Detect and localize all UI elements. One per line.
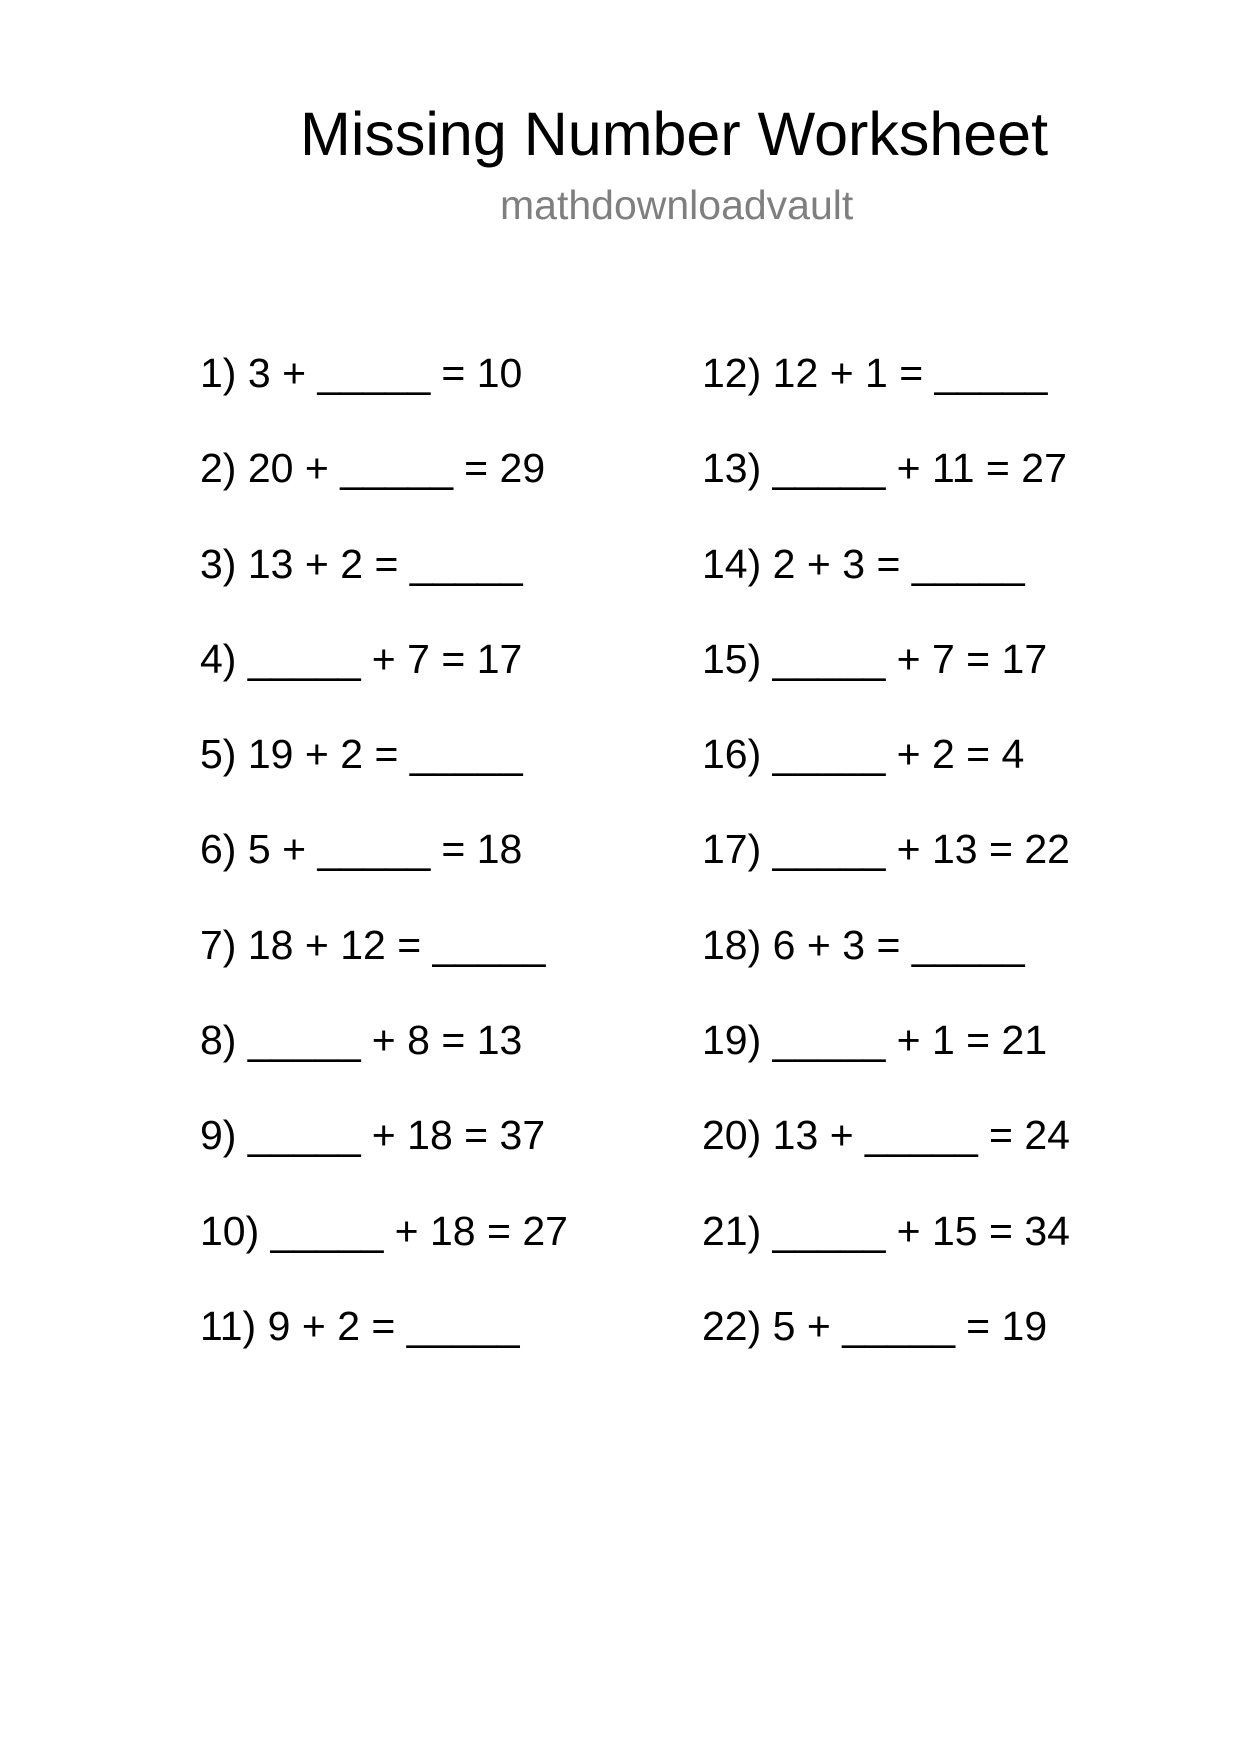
answer-blank[interactable]: _____ [772, 826, 886, 873]
problem-result: 19 [1001, 1302, 1048, 1349]
problem-b: 2 [340, 731, 364, 778]
answer-blank[interactable]: _____ [865, 1112, 978, 1159]
problem-row [200, 350, 680, 448]
problem-number: 3) [200, 540, 237, 587]
problem-row [702, 445, 1182, 543]
problem-eq: = [371, 1302, 396, 1349]
problem-op: + [371, 635, 396, 682]
problem-number: 19) [702, 1017, 762, 1064]
problem-b: 2 [337, 1302, 361, 1349]
problem-b: 13 [931, 826, 978, 873]
problem-row [702, 731, 1182, 829]
answer-blank[interactable]: _____ [247, 1017, 361, 1064]
problem-row [702, 1112, 1182, 1210]
problem-op: + [896, 635, 921, 682]
answer-blank[interactable]: _____ [270, 1207, 384, 1254]
problem-op: + [806, 921, 831, 968]
problem-eq: = [876, 540, 901, 587]
problem-result: 4 [1001, 731, 1025, 778]
problem-b: 1 [931, 1017, 955, 1064]
problem-a: 18 [247, 921, 294, 968]
problem-row [702, 921, 1182, 1020]
problem-row [702, 635, 1182, 734]
problem-row [200, 1112, 680, 1210]
problem-a: 13 [772, 1112, 819, 1159]
problem-number: 11) [200, 1302, 257, 1349]
problem-eq: = [899, 350, 924, 396]
answer-blank[interactable]: _____ [317, 350, 430, 396]
answer-blank[interactable]: _____ [317, 826, 430, 873]
problem-eq: = [464, 1112, 489, 1159]
problem-result: 17 [476, 635, 523, 682]
problem-b: 1 [865, 350, 888, 396]
problem-op: + [304, 921, 329, 968]
problem-op: + [371, 1112, 396, 1159]
answer-blank[interactable]: _____ [432, 921, 546, 968]
answer-blank[interactable]: _____ [409, 540, 523, 587]
problem-a: 3 [247, 350, 271, 396]
problem-b: 2 [931, 731, 955, 778]
problem-number: 9) [200, 1112, 237, 1159]
problem-op: + [896, 445, 921, 492]
problem-b: 8 [407, 1017, 430, 1064]
problem-row [200, 635, 680, 734]
problem-number: 14) [702, 540, 762, 587]
problem-op: + [896, 1017, 921, 1064]
problem-result: 18 [476, 826, 523, 873]
problem-op: + [896, 826, 921, 873]
answer-blank[interactable]: _____ [247, 1112, 361, 1159]
answer-blank[interactable]: _____ [911, 540, 1025, 587]
problem-row [200, 1017, 680, 1115]
problem-eq: = [397, 921, 422, 968]
answer-blank[interactable]: _____ [340, 445, 453, 492]
problem-op: + [896, 1207, 921, 1254]
problem-op: + [301, 1302, 326, 1349]
problem-op: + [394, 1207, 419, 1254]
problem-eq: = [988, 1207, 1013, 1254]
problem-b: 18 [407, 1112, 453, 1159]
problem-number: 10) [200, 1207, 260, 1254]
problem-result: 24 [1024, 1112, 1070, 1159]
problem-number: 1) [200, 350, 237, 396]
problem-number: 4) [200, 635, 237, 682]
problem-number: 12) [702, 350, 762, 396]
problem-eq: = [985, 445, 1010, 492]
problem-result: 10 [476, 350, 523, 396]
problem-op: + [304, 445, 329, 492]
problem-result: 29 [499, 445, 546, 492]
page-title: Missing Number Worksheet [300, 100, 1049, 168]
problem-row [702, 540, 1182, 639]
problem-b: 7 [407, 635, 430, 682]
problem-b: 7 [931, 635, 955, 682]
problem-op: + [806, 1302, 831, 1349]
answer-blank[interactable]: _____ [772, 635, 886, 682]
problem-op: + [282, 826, 307, 873]
problem-result: 22 [1024, 826, 1070, 873]
problem-eq: = [441, 826, 466, 873]
problem-eq: = [988, 826, 1013, 873]
problem-op: + [282, 350, 307, 396]
problem-number: 22) [702, 1302, 762, 1349]
answer-blank[interactable]: _____ [842, 1302, 955, 1349]
problems-column-right [702, 350, 1182, 1401]
problem-op: + [896, 731, 921, 778]
problem-op: + [304, 540, 329, 587]
problem-eq: = [374, 540, 399, 587]
problem-number: 18) [702, 921, 762, 968]
problem-number: 7) [200, 921, 237, 968]
problem-row [200, 921, 680, 1020]
problem-eq: = [966, 1017, 991, 1064]
problem-b: 12 [340, 921, 386, 968]
problem-b: 3 [842, 540, 866, 587]
problem-number: 6) [200, 826, 237, 873]
problem-row [702, 1017, 1182, 1115]
problem-number: 17) [702, 826, 762, 873]
problem-op: + [304, 731, 329, 778]
problem-row [200, 826, 680, 924]
source-label: mathdownloadvault [500, 182, 854, 228]
problem-eq: = [876, 921, 901, 968]
problem-eq: = [988, 1112, 1013, 1159]
answer-blank[interactable]: _____ [772, 1207, 886, 1254]
problem-number: 16) [702, 731, 762, 778]
answer-blank[interactable]: _____ [772, 445, 886, 492]
problem-result: 27 [1021, 445, 1067, 492]
problem-row [200, 540, 680, 639]
problem-eq: = [966, 635, 991, 682]
problem-a: 5 [772, 1302, 796, 1349]
problem-b: 3 [842, 921, 866, 968]
problem-row [200, 1302, 680, 1401]
problem-a: 2 [772, 540, 796, 587]
problem-result: 17 [1001, 635, 1048, 682]
problem-op: + [806, 540, 831, 587]
answer-blank[interactable]: _____ [934, 350, 1048, 396]
problems-column-left [200, 350, 680, 1401]
problem-result: 21 [1001, 1017, 1048, 1064]
problem-a: 12 [772, 350, 819, 396]
problem-eq: = [966, 731, 991, 778]
problem-eq: = [374, 731, 399, 778]
problem-row [702, 350, 1182, 448]
problem-eq: = [441, 1017, 466, 1064]
problem-number: 5) [200, 731, 237, 778]
answer-blank[interactable]: _____ [911, 921, 1025, 968]
problem-row [702, 1302, 1182, 1401]
problem-number: 8) [200, 1017, 237, 1064]
answer-blank[interactable]: _____ [772, 1017, 886, 1064]
problem-b: 18 [429, 1207, 476, 1254]
problem-number: 20) [702, 1112, 762, 1159]
problem-number: 2) [200, 445, 237, 492]
problem-eq: = [441, 350, 466, 396]
problem-eq: = [441, 635, 466, 682]
problem-number: 21) [702, 1207, 762, 1254]
problem-a: 9 [267, 1302, 291, 1349]
problem-a: 6 [772, 921, 796, 968]
problem-op: + [371, 1017, 396, 1064]
problem-b: 11 [931, 445, 975, 492]
problem-result: 27 [522, 1207, 568, 1254]
answer-blank[interactable]: _____ [406, 1302, 520, 1349]
problem-a: 20 [247, 445, 294, 492]
answer-blank[interactable]: _____ [247, 635, 361, 682]
problem-a: 13 [247, 540, 294, 587]
problem-number: 13) [702, 445, 762, 492]
problem-op: + [829, 350, 854, 396]
problem-b: 15 [931, 1207, 978, 1254]
problem-eq: = [464, 445, 489, 492]
problem-number: 15) [702, 635, 762, 682]
problem-a: 19 [247, 731, 294, 778]
problem-eq: = [966, 1302, 991, 1349]
problem-result: 37 [499, 1112, 546, 1159]
problem-b: 2 [340, 540, 364, 587]
problem-op: + [829, 1112, 854, 1159]
problem-row [200, 445, 680, 543]
problem-row [702, 1207, 1182, 1306]
problem-row [200, 731, 680, 829]
problem-eq: = [486, 1207, 511, 1254]
answer-blank[interactable]: _____ [409, 731, 523, 778]
problem-a: 5 [247, 826, 271, 873]
problem-result: 34 [1024, 1207, 1070, 1254]
answer-blank[interactable]: _____ [772, 731, 886, 778]
problem-row [702, 826, 1182, 924]
problem-row [200, 1207, 680, 1306]
problem-result: 13 [476, 1017, 523, 1064]
